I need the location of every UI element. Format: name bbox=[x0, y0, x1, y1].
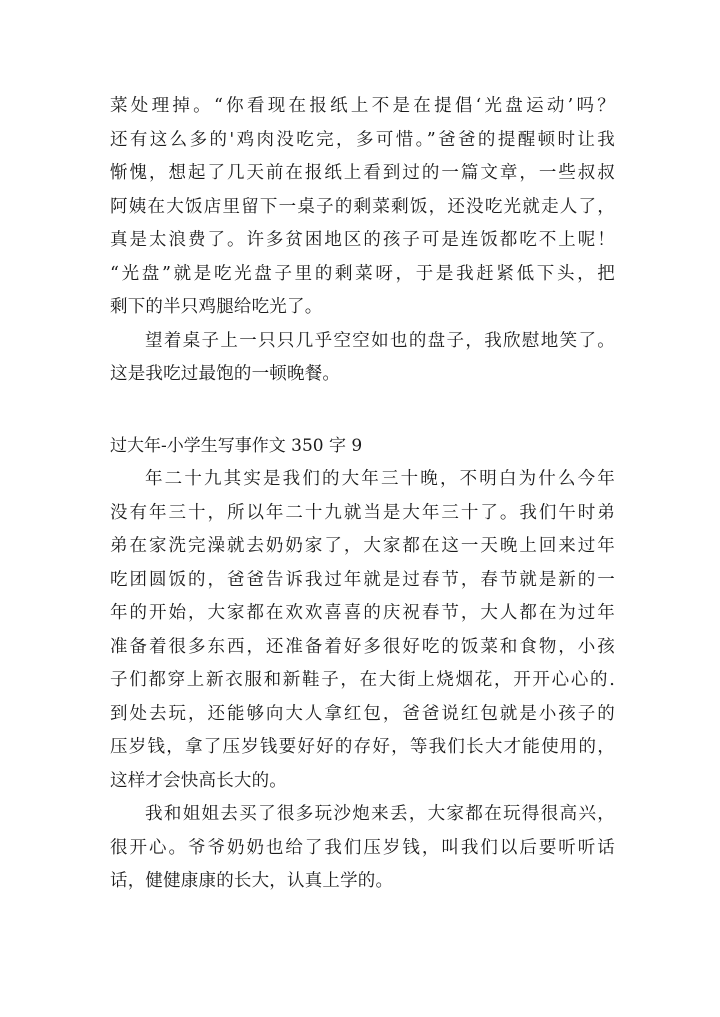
text-line: 很开心。爷爷奶奶也给了我们压岁钱，叫我们以后要听听话 bbox=[110, 837, 615, 858]
paragraph-ending bbox=[110, 325, 615, 392]
text-line: 到处去玩，还能够向大人拿红包，爸爸说红包就是小孩子的 bbox=[110, 703, 615, 724]
text-line: 这是我吃过最饱的一顿晚餐。 bbox=[110, 364, 341, 384]
text-line: 真是太浪费了。许多贫困地区的孩子可是连饭都吃不上呢！ bbox=[110, 230, 615, 250]
text-line: 年二十九其实是我们的大年三十晚，不明白为什么今年 bbox=[145, 469, 615, 489]
text-line: “光盘”就是吃光盘子里的剩菜呀，于是我赶紧低下头，把 bbox=[110, 263, 615, 284]
text-line: 我和姐姐去买了很多玩沙炮来丢，大家都在玩得很高兴， bbox=[145, 804, 615, 824]
text-line: 这样才会快高长大的。 bbox=[110, 770, 287, 791]
paragraph-2 bbox=[110, 798, 615, 899]
text-line: 话，健健康康的长大，认真上学的。 bbox=[110, 871, 394, 891]
text-line: 阿姨在大饭店里留下一桌子的剩菜剩饭，还没吃光就走人了， bbox=[110, 196, 615, 217]
text-line: 弟在家洗完澡就去奶奶家了，大家都在这一天晚上回来过年 bbox=[110, 536, 615, 556]
paragraph-continued bbox=[110, 90, 615, 325]
text-line: 吃团圆饭的，爸爸告诉我过年就是过春节，春节就是新的一 bbox=[110, 569, 615, 590]
text-line: 惭愧，想起了几天前在报纸上看到过的一篇文章，一些叔叔 bbox=[110, 163, 615, 183]
text-line: 菜处理掉。“你看现在报纸上不是在提倡‘光盘运动’吗？ bbox=[110, 96, 615, 116]
text-line: 年的开始，大家都在欢欢喜喜的庆祝春节，大人都在为过年 bbox=[110, 603, 615, 623]
text-line: 压岁钱，拿了压岁钱要好好的存好，等我们长大才能使用的， bbox=[110, 737, 615, 757]
essay-title: 过大年-小学生写事作文 350 字 9 bbox=[110, 435, 363, 456]
text-line: 剩下的半只鸡腿给吃光了。 bbox=[110, 297, 323, 317]
text-line: 子们都穿上新衣服和新鞋子，在大街上烧烟花，开开心心的. bbox=[110, 670, 615, 690]
text-line: 没有年三十，所以年二十九就当是大年三十了。我们午时弟 bbox=[110, 502, 615, 523]
text-line: 望着桌子上一只只几乎空空如也的盘子，我欣慰地笑了。 bbox=[145, 330, 615, 351]
text-line: 还有这么多的'鸡肉没吃完，多可惜。”爸爸的提醒顿时让我 bbox=[110, 129, 615, 150]
paragraph-1 bbox=[110, 463, 615, 798]
document-page bbox=[110, 90, 615, 899]
text-line: 准备着很多东西，还准备着好多很好吃的饭菜和食物，小孩 bbox=[110, 636, 615, 657]
